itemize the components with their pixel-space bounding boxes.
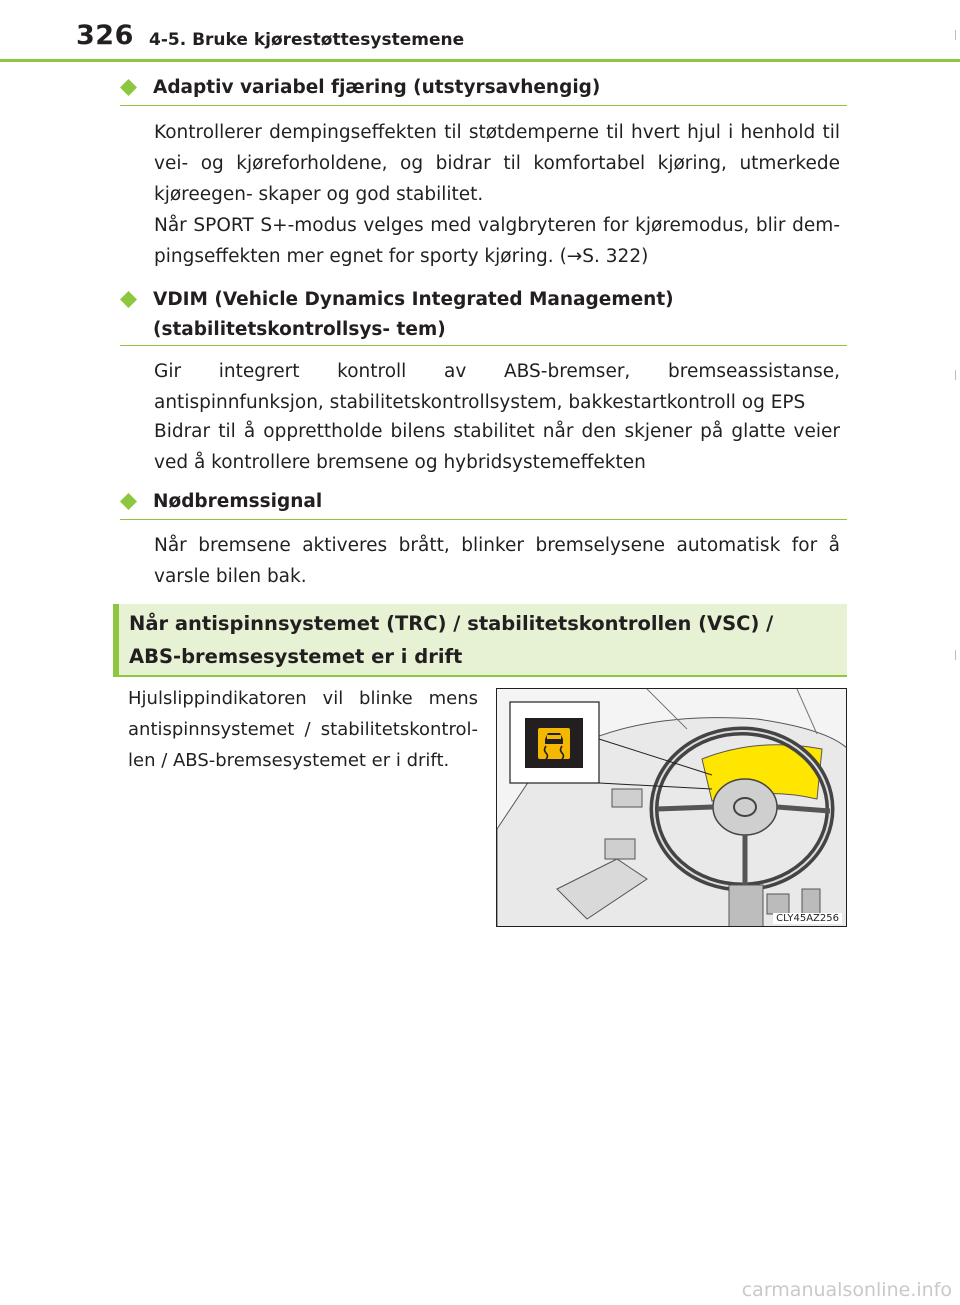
watermark: carmanualsonline.info [741, 1279, 952, 1301]
margin-mark [955, 370, 956, 380]
dashboard-illustration [496, 688, 847, 927]
margin-mark [955, 30, 956, 40]
diamond-bullet-icon [120, 291, 137, 308]
section-title: 4-5. Bruke kjørestøttesystemene [149, 30, 465, 50]
section-rule [120, 105, 847, 106]
diamond-bullet-icon [120, 493, 137, 510]
section-rule [120, 519, 847, 520]
margin-mark [955, 650, 956, 660]
paragraph: Gir integrert kontroll av ABS-bremser, bremseassistanse, antispinnfunksjon, stabilitetskontrollsystem, bakkestartkontroll og EPS [154, 361, 840, 413]
paragraph: Bidrar til å opprettholde bilens stabilitet når den skjener på glatte veier ved å kontrollere bremsene og hybridsystemeffekten [154, 421, 840, 473]
subsection-banner [113, 604, 847, 677]
header-rule [0, 59, 960, 62]
diamond-bullet-icon [120, 79, 137, 96]
paragraph: Kontrollerer dempingseffekten til støtdemperne til hvert hjul i henhold til vei- og kjøreforholdene, og bidrar til komfortabel kjøring, utmerkede kjøreegen- skaper og god stabilitet. [154, 122, 840, 205]
slip-indicator-icon [538, 728, 570, 759]
paragraph: Når bremsene aktiveres brått, blinker bremselysene automatisk for å varsle bilen bak. [154, 535, 840, 587]
paragraph: Når SPORT S+-modus velges med valgbryteren for kjøremodus, blir dem- pingseffekten mer egnet for sporty kjøring. (→S. 322) [154, 215, 840, 267]
section-heading-vdim: VDIM (Vehicle Dynamics Integrated Management) (stabilitetskontrollsys- tem) [120, 285, 847, 345]
body-text: Hjulslippindikatoren vil blinke mens antispinnsystemet / stabilitetskontrol- len / ABS-bremsesystemet er i drift. [128, 688, 478, 771]
section-heading-adaptive-suspension: Adaptiv variabel fjæring (utstyrsavhengig) [120, 73, 600, 103]
section-heading-emergency-brake-signal: Nødbremssignal [120, 487, 322, 517]
figure-code: CLY45AZ256 [773, 913, 842, 924]
section-rule [120, 345, 847, 346]
page-number: 326 [76, 20, 134, 51]
banner-title: Når antispinnsystemet (TRC) / stabilitetskontrollen (VSC) / ABS-bremsesystemet er i drift [129, 612, 774, 668]
steering-wheel-illustration [497, 689, 847, 927]
